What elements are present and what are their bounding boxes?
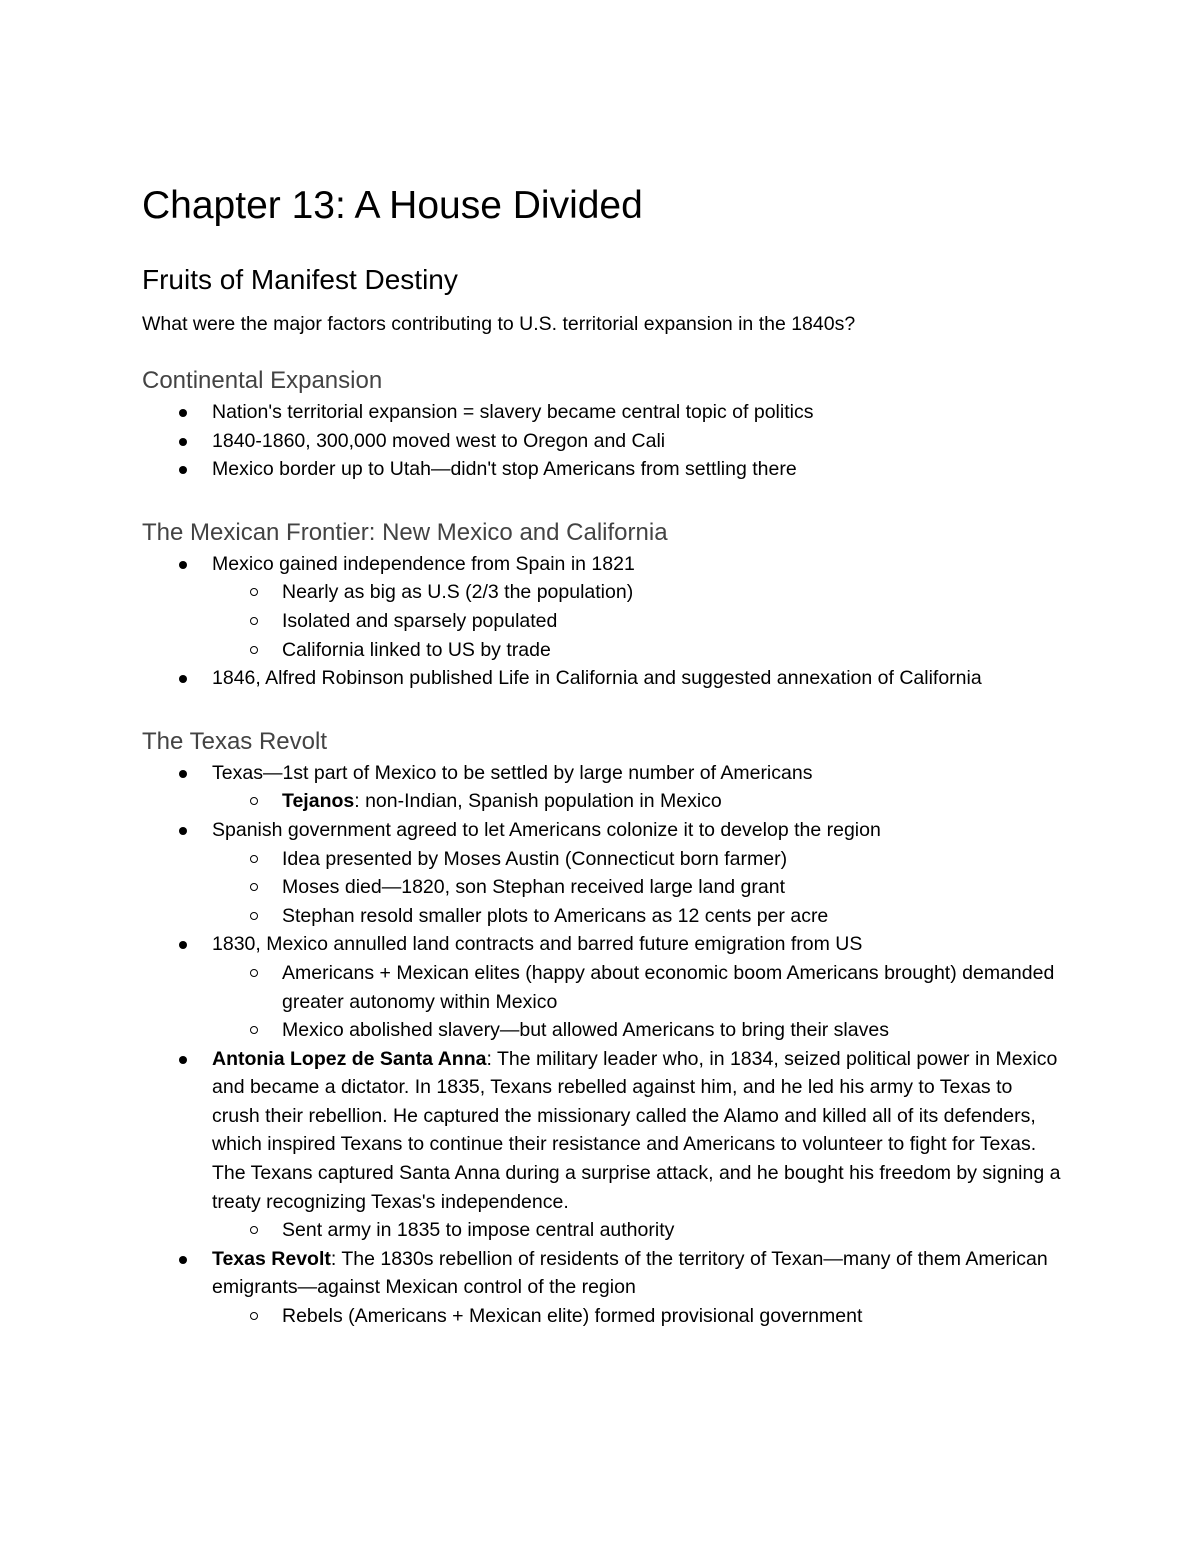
sub-list-item: Mexico abolished slavery—but allowed Americans to bring their slaves (142, 1016, 1062, 1045)
bullet-list (142, 550, 1062, 693)
section-continental-expansion (142, 364, 1062, 484)
sub-list-item: Rebels (Americans + Mexican elite) formed provisional government (142, 1302, 1062, 1331)
list-item: Nation's territorial expansion = slavery became central topic of politics (142, 398, 1062, 427)
bullet-list (142, 398, 1062, 484)
section-heading: Fruits of Manifest Destiny (142, 264, 458, 295)
subsection-heading: The Texas Revolt (142, 727, 327, 755)
sub-list-item: Tejanos: non-Indian, Spanish population in Mexico (142, 787, 1062, 816)
list-item: Antonia Lopez de Santa Anna: The military leader who, in 1834, seized political power in Mexico and became a dictator. In 1835, Texans rebelled against him, and he led his army to Texas to crush their rebellion. He captured the missionary called the Alamo and killed all of its defenders, which inspired Texans to continue their resistance and Americans to volunteer to fight for Texas. The Texans captured Santa Anna during a surprise attack, and he bought his freedom by signing a treaty recognizing Texas's independence. (142, 1045, 1062, 1217)
list-item: 1840-1860, 300,000 moved west to Oregon and Cali (142, 427, 1062, 456)
guiding-question: What were the major factors contributing to U.S. territorial expansion in the 1840s? (142, 313, 856, 335)
sub-list-item: Isolated and sparsely populated (142, 607, 1062, 636)
sub-list-item: Idea presented by Moses Austin (Connecticut born farmer) (142, 845, 1062, 874)
document-page (142, 182, 1062, 1331)
sub-list-item: Nearly as big as U.S (2/3 the population) (142, 578, 1062, 607)
bullet-list (142, 759, 1062, 1331)
subsection-heading: The Mexican Frontier: New Mexico and California (142, 518, 668, 546)
sub-list-item: Stephan resold smaller plots to Americans as 12 cents per acre (142, 902, 1062, 931)
list-item: Mexico gained independence from Spain in 1821 (142, 550, 1062, 579)
section-mexican-frontier (142, 516, 1062, 693)
term-santa-anna: Antonia Lopez de Santa Anna (212, 1047, 487, 1070)
section-texas-revolt (142, 725, 1062, 1331)
subsection-heading: Continental Expansion (142, 367, 383, 394)
list-item: Mexico border up to Utah—didn't stop Americans from settling there (142, 455, 1062, 484)
sub-list-item: Americans + Mexican elites (happy about economic boom Americans brought) demanded greater autonomy within Mexico (142, 959, 1062, 1016)
list-item: 1846, Alfred Robinson published Life in California and suggested annexation of California (142, 664, 1062, 693)
list-item: Spanish government agreed to let Americans colonize it to develop the region (142, 816, 1062, 845)
term-tejanos: Tejanos (282, 790, 355, 813)
sub-list-item: Sent army in 1835 to impose central authority (142, 1216, 1062, 1245)
sub-list-item: California linked to US by trade (142, 636, 1062, 665)
list-item: Texas Revolt: The 1830s rebellion of residents of the territory of Texan—many of them American emigrants—against Mexican control of the region (142, 1245, 1062, 1302)
page-title: Chapter 13: A House Divided (142, 184, 643, 227)
list-item: Texas—1st part of Mexico to be settled by large number of Americans (142, 759, 1062, 788)
sub-list-item: Moses died—1820, son Stephan received large land grant (142, 873, 1062, 902)
term-texas-revolt: Texas Revolt (212, 1247, 331, 1270)
list-item: 1830, Mexico annulled land contracts and barred future emigration from US (142, 930, 1062, 959)
